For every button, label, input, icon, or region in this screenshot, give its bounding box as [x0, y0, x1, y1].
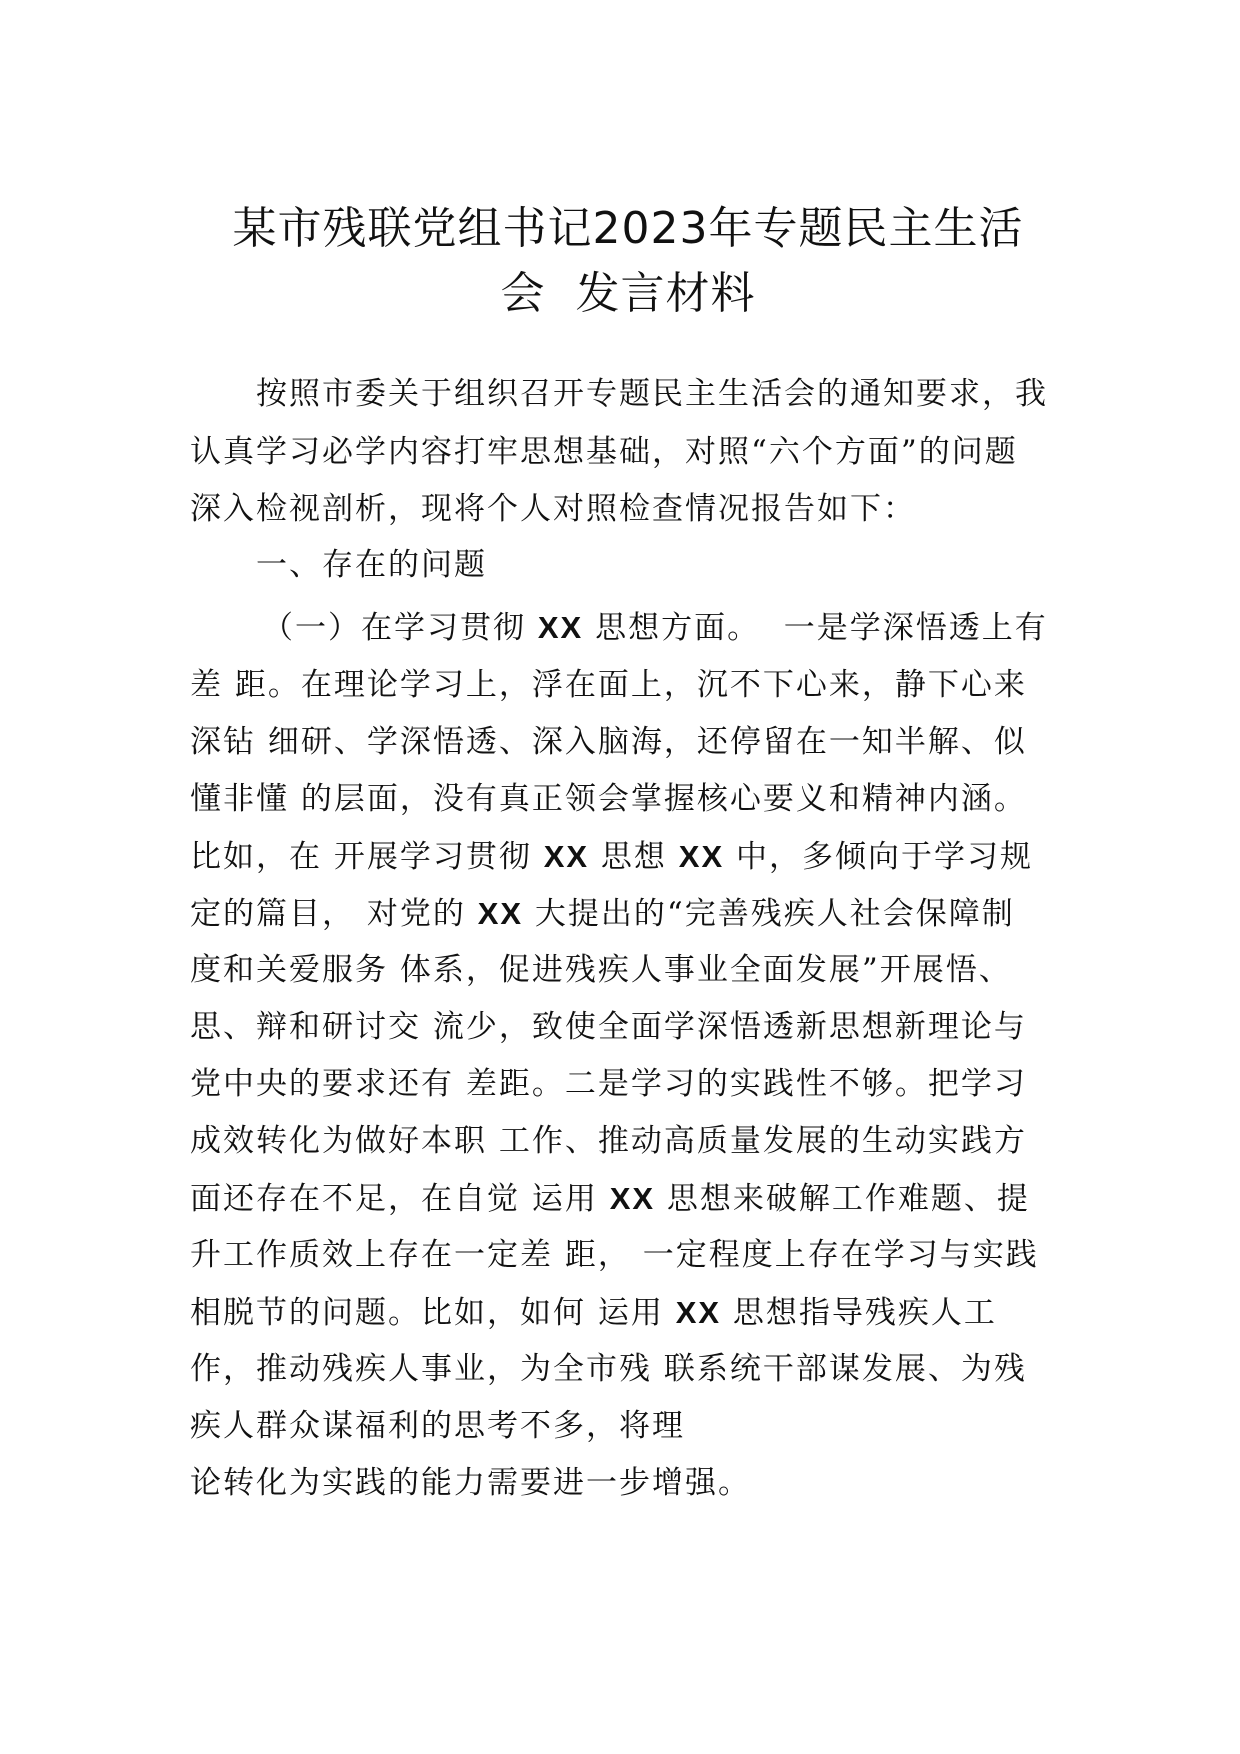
- text-segment: 比如，在 开展学习贯彻: [190, 839, 544, 875]
- placeholder-xx: XX: [477, 896, 524, 931]
- placeholder-xx: XX: [543, 839, 590, 874]
- placeholder-xx: XX: [537, 610, 584, 645]
- text-segment: 中，多倾向于学习规: [724, 839, 1034, 875]
- section-1-line-9: 党中央的要求还有 差距。二是学习的实践性不够。把学习: [190, 1066, 1027, 1102]
- intro-paragraph-line-2: 认真学习必学内容打牢思想基础，对照“六个方面”的问题: [190, 434, 1018, 470]
- section-1-line-15: 疾人群众谋福利的思考不多，将理: [190, 1408, 685, 1444]
- text-segment: 面还存在不足，在自觉 运用: [190, 1181, 610, 1217]
- section-1-line-11: [190, 1183, 1060, 1215]
- section-1-line-6: [190, 898, 1060, 930]
- section-1-line-1: [262, 612, 1132, 644]
- section-1-line-16: 论转化为实践的能力需要进一步增强。: [190, 1465, 751, 1501]
- text-segment: 定的篇目， 对党的: [190, 896, 478, 932]
- placeholder-xx: XX: [675, 1295, 722, 1330]
- section-1-line-13: [190, 1297, 1060, 1329]
- text-segment: 相脱节的问题。比如，如何 运用: [190, 1295, 676, 1331]
- section-1-line-8: 思、辩和研讨交 流少，致使全面学深悟透新思想新理论与: [190, 1009, 1027, 1045]
- text-segment: 思想方面。 一是学深悟透上有: [583, 610, 1048, 646]
- text-segment: （一）在学习贯彻: [262, 610, 538, 646]
- section-1-line-10: 成效转化为做好本职 工作、推动高质量发展的生动实践方: [190, 1123, 1027, 1159]
- document-title-line-1: 某市残联党组书记2023年专题民主生活: [232, 203, 1024, 254]
- intro-paragraph-line-3: 深入检视剖析，现将个人对照检查情况报告如下：: [190, 491, 916, 527]
- section-1-line-3: 深钻 细研、学深悟透、深入脑海，还停留在一知半解、似: [190, 724, 1027, 760]
- section-1-line-7: 度和关爱服务 体系，促进残疾人事业全面发展”开展悟、: [190, 952, 1012, 988]
- section-1-line-14: 作，推动残疾人事业，为全市残 联系统干部谋发展、为残: [190, 1351, 1027, 1387]
- section-1-line-4: 懂非懂 的层面，没有真正领会掌握核心要义和精神内涵。: [190, 781, 1027, 817]
- section-1-line-5: [190, 841, 1060, 873]
- section-heading: 一、存在的问题: [256, 547, 487, 583]
- text-segment: 大提出的“完善残疾人社会保障制: [523, 896, 1015, 932]
- placeholder-xx: XX: [678, 839, 725, 874]
- text-segment: 思想指导残疾人工: [721, 1295, 997, 1331]
- text-segment: 思想: [589, 839, 679, 875]
- intro-paragraph-line-1: 按照市委关于组织召开专题民主生活会的通知要求，我: [256, 376, 1048, 412]
- section-1-line-2: 差 距。在理论学习上，浮在面上，沉不下心来，静下心来: [190, 667, 1027, 703]
- text-segment: 思想来破解工作难题、提: [655, 1181, 1030, 1217]
- placeholder-xx: XX: [609, 1181, 656, 1216]
- section-1-line-12: 升工作质效上存在一定差 距， 一定程度上存在学习与实践: [190, 1237, 1039, 1273]
- document-title-line-2: 会 发言材料: [500, 268, 756, 319]
